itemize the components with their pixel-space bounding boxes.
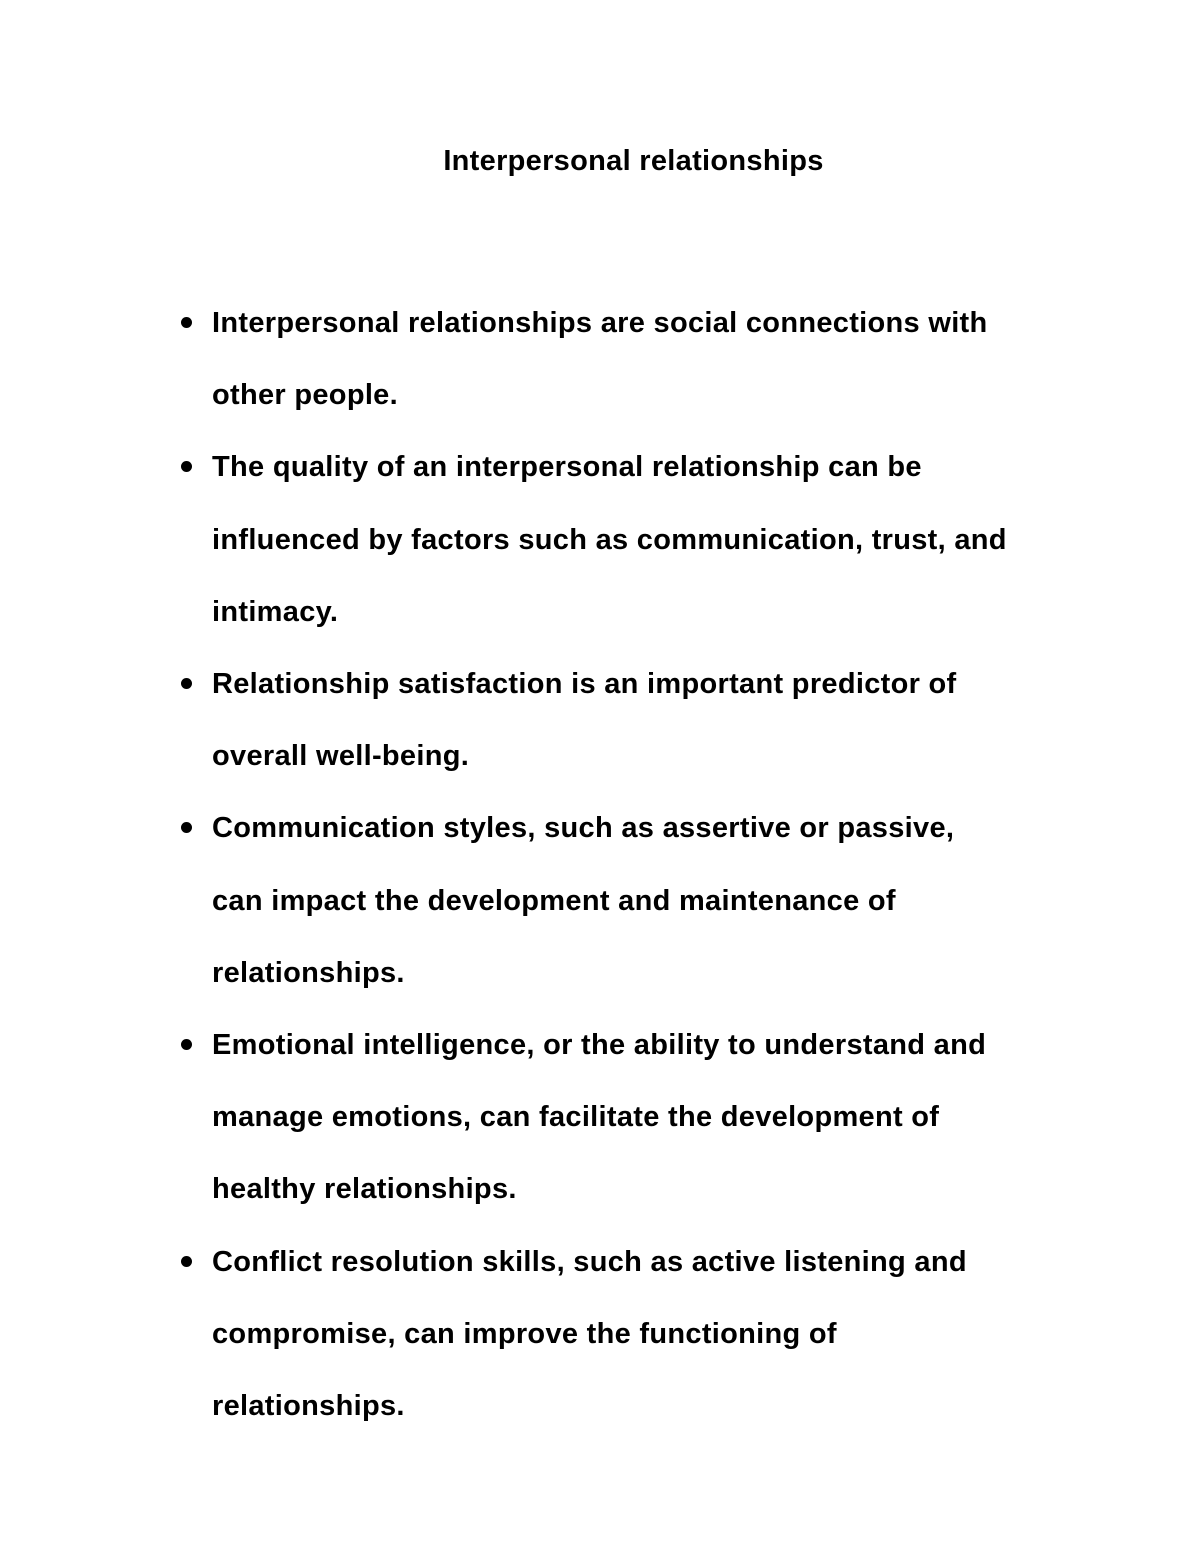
bullet-text-line: other people. bbox=[212, 379, 398, 412]
bullet-text-line: Emotional intelligence, or the ability to understand and bbox=[212, 1029, 987, 1062]
document-title: Interpersonal relationships bbox=[443, 145, 824, 177]
bullet-icon bbox=[181, 1039, 192, 1050]
bullet-list bbox=[212, 287, 1072, 1442]
bullet-text-line: The quality of an interpersonal relationship can be bbox=[212, 451, 922, 484]
bullet-item bbox=[212, 287, 1072, 431]
bullet-text-line: manage emotions, can facilitate the development of bbox=[212, 1101, 940, 1134]
bullet-icon bbox=[181, 317, 192, 328]
bullet-text-line: Relationship satisfaction is an important predictor of bbox=[212, 668, 957, 701]
bullet-text-line: Conflict resolution skills, such as active listening and bbox=[212, 1245, 967, 1278]
bullet-item bbox=[212, 1226, 1072, 1443]
bullet-icon bbox=[181, 678, 192, 689]
bullet-icon bbox=[181, 822, 192, 833]
bullet-text-line: influenced by factors such as communication, trust, and bbox=[212, 523, 1007, 556]
bullet-text-line: Communication styles, such as assertive or passive, bbox=[212, 812, 955, 845]
bullet-text-line: healthy relationships. bbox=[212, 1173, 517, 1206]
bullet-text-line: compromise, can improve the functioning of bbox=[212, 1317, 837, 1350]
bullet-text-line: intimacy. bbox=[212, 595, 339, 628]
bullet-text-line: can impact the development and maintenance of bbox=[212, 884, 896, 917]
bullet-item bbox=[212, 648, 1072, 792]
bullet-icon bbox=[181, 461, 192, 472]
bullet-icon bbox=[181, 1256, 192, 1267]
bullet-text-line: overall well-being. bbox=[212, 740, 470, 773]
bullet-text-line: relationships. bbox=[212, 1390, 405, 1423]
bullet-item bbox=[212, 431, 1072, 648]
bullet-text-line: relationships. bbox=[212, 956, 405, 989]
bullet-text-line: Interpersonal relationships are social connections with bbox=[212, 307, 988, 339]
bullet-item bbox=[212, 792, 1072, 1009]
bullet-item bbox=[212, 1009, 1072, 1226]
